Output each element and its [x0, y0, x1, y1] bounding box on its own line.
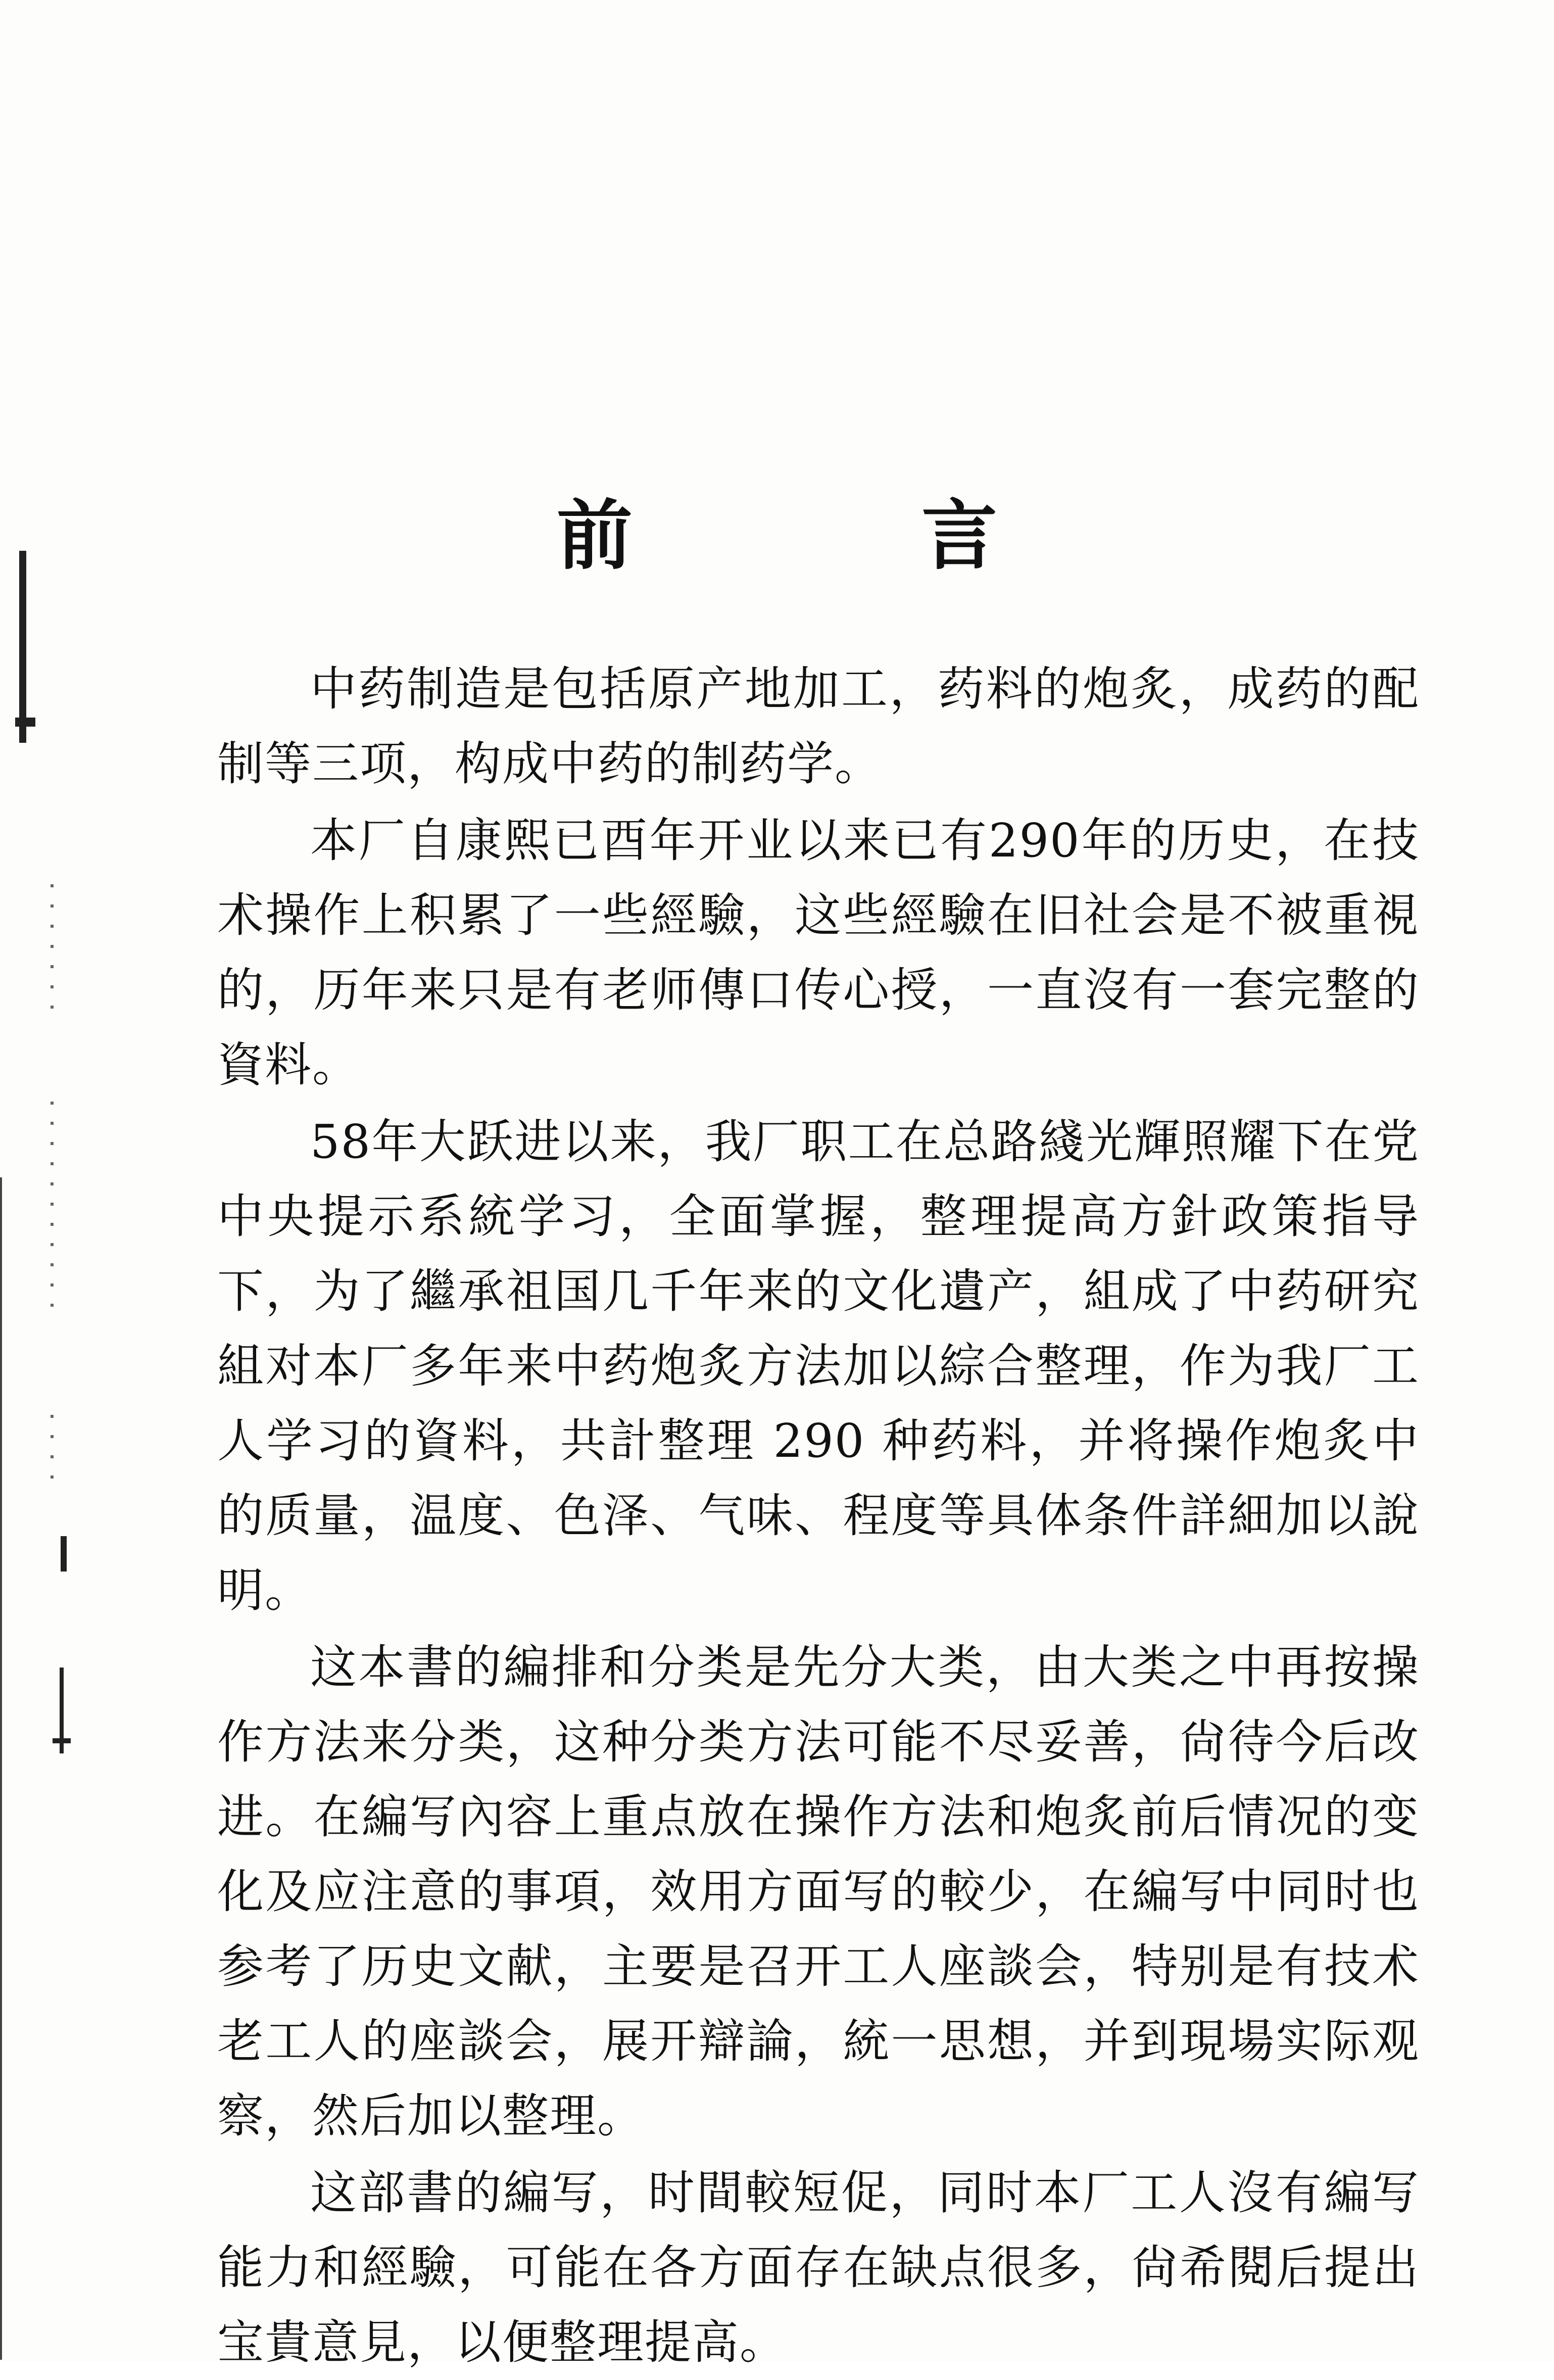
paragraph: 58年大跃进以来，我厂职工在总路綫光輝照耀下在党中央提示系統学习，全面掌握，整理提高方針政策指导下，为了繼承祖国几千年来的文化遺产，組成了中药研究組对本厂多年来中药炮炙方法加以綜合整理，作为我厂工人学习的資料，共計整理 290 种药料，并将操作炮炙中的质量，温度、色泽、气味、程度等具体条件詳細加以說明。 — [217, 1115, 1420, 1617]
scan-margin-mark — [53, 1738, 71, 1743]
paragraph: 本厂自康熙已酉年开业以来已有290年的历史，在技术操作上积累了一些經驗，这些經驗在旧社会是不被重視的，历年来只是有老师傳口传心授，一直沒有一套完整的資料。 — [217, 814, 1420, 1092]
scan-margin-mark — [15, 718, 35, 727]
preface-body — [217, 652, 1420, 2380]
paragraph: 这部書的編写，时間較短促，同时本厂工人沒有編写能力和經驗，可能在各方面存在缺点很多，尙希閱后提出宝貴意見，以便整理提高。 — [217, 2166, 1420, 2369]
scan-edge-line — [0, 1177, 2, 2360]
page-title: 前 言 — [556, 491, 1129, 580]
scan-margin-mark — [61, 1536, 67, 1572]
paragraph: 这本書的編排和分类是先分大类，由大类之中再按操作方法来分类，这种分类方法可能不尽妥善，尙待今后改进。在編写內容上重点放在操作方法和炮炙前后情况的变化及应注意的事項，效用方面写的較少，在編写中同时也参考了历史文献，主要是召开工人座談会，特别是有技术老工人的座談会，展开辯論，統一思想，并到現場实际观察，然后加以整理。 — [217, 1640, 1420, 2143]
paragraph: 中药制造是包括原产地加工，药料的炮炙，成药的配制等三项，构成中药的制药学。 — [217, 662, 1420, 791]
scan-margin-dots — [51, 1102, 54, 1314]
scan-margin-dots — [51, 884, 54, 1016]
scan-margin-dots — [51, 1415, 54, 1491]
